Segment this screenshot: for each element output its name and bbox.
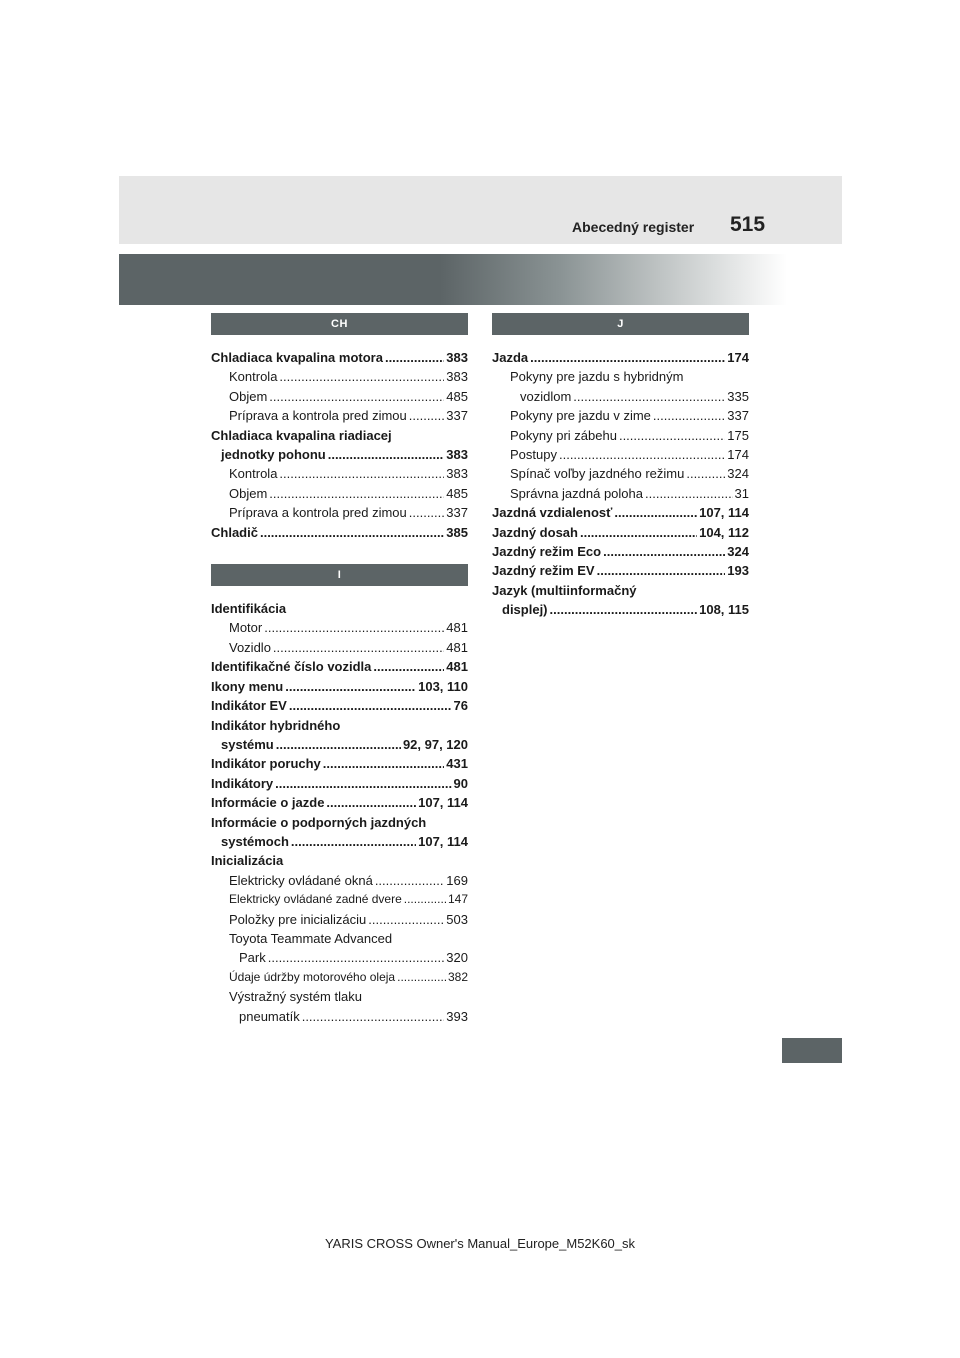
dot-leader [269,387,444,406]
dot-leader [276,735,401,754]
index-subentry [211,948,468,967]
entry-text: Spínač voľby jazdného režimu [510,466,685,482]
entry-text: Informácie o podporných jazdných [211,814,427,830]
index-subentry [211,367,468,386]
section-gap [211,586,468,599]
entry-page-reference: 481 [446,659,468,675]
index-entry [211,735,468,754]
index-entry [211,754,468,773]
entry-page-reference: 108, 115 [699,602,749,618]
index-entry [492,523,749,542]
entry-page-reference: 393 [446,1008,468,1024]
index-subentry [492,406,749,425]
entry-text: Príprava a kontrola pred zimou [229,408,407,424]
entry-text: Pokyny pre jazdu v zime [510,408,651,424]
entry-text: Príprava a kontrola pred zimou [229,505,407,521]
dot-leader [619,426,725,445]
entry-page-reference: 335 [727,388,749,404]
dot-leader [264,618,444,637]
section-letter-header: CH [211,313,468,335]
entry-page-reference: 324 [727,544,749,560]
index-subentry [211,910,468,929]
section-gap [211,335,468,348]
index-subentry [211,929,468,948]
entry-text: pneumatík [239,1008,300,1024]
decorative-gradient-bar [119,254,787,305]
index-subentry [492,445,749,464]
dot-leader [268,948,445,967]
dot-leader [404,890,446,909]
index-entry [492,600,749,619]
entry-text: Chladič [211,524,258,540]
entry-page-reference: 174 [727,447,749,463]
index-subentry [211,638,468,657]
entry-page-reference: 383 [446,350,468,365]
entry-page-reference: 383 [446,466,468,482]
entry-text: Objem [229,388,268,404]
entry-text: Chladiaca kvapalina riadiacej [211,427,392,443]
entry-page-reference: 481 [446,639,468,655]
entry-page-reference: 481 [446,620,468,636]
index-entry [211,599,468,618]
entry-page-reference: 485 [446,388,468,404]
index-subentry [211,968,468,987]
entry-page-reference: 90 [453,775,468,791]
index-subentry [492,484,749,503]
header-title: Abecedný register [572,219,695,235]
index-subentry [211,890,468,909]
dot-leader [653,406,725,425]
entry-text: Identifikačné číslo vozidla [211,659,372,675]
entry-text: Jazdný režim Eco [492,544,602,560]
entry-page-reference: 147 [447,892,468,907]
index-entry [492,503,749,522]
entry-text: Indikátor hybridného [211,717,341,733]
dot-leader [603,542,725,561]
index-entry [211,445,468,464]
entry-text: displej) [502,602,548,618]
entry-page-reference: 107, 114 [699,505,749,521]
dot-leader [614,503,697,522]
dot-leader [273,638,444,657]
entry-page-reference: 337 [446,408,468,424]
entry-text: Toyota Teammate Advanced [229,930,393,946]
dot-leader [580,523,697,542]
section-letter-header: I [211,564,468,586]
dot-leader [328,445,445,464]
dot-leader [559,445,725,464]
entry-page-reference: 485 [446,485,468,501]
dot-leader [289,696,452,715]
entry-text: Ikony menu [211,678,284,694]
entry-page-reference: 169 [446,872,468,888]
entry-page-reference: 103, 110 [418,678,468,694]
entry-page-reference: 175 [727,427,749,443]
index-entry [211,813,468,832]
index-subentry [211,1007,468,1026]
dot-leader [397,968,446,987]
entry-text: vozidlom [520,388,572,404]
entry-page-reference: 383 [446,447,468,463]
dot-leader [645,484,733,503]
dot-leader [385,348,444,367]
dot-leader [260,523,444,542]
index-entry [211,523,468,542]
entry-text: Položky pre inicializáciu [229,911,367,927]
index-entry [211,426,468,445]
entry-text: Jazyk (multiinformačný [492,582,637,598]
dot-leader [375,871,444,890]
entry-text: Chladiaca kvapalina motora [211,350,383,365]
index-entry [211,677,468,696]
entry-page-reference: 76 [453,698,468,714]
entry-page-reference: 324 [727,466,749,482]
dot-leader [326,793,416,812]
dot-leader [409,503,445,522]
entry-text: Pokyny pri zábehu [510,427,617,443]
index-entry [211,657,468,676]
entry-text: Správna jazdná poloha [510,485,643,501]
index-entry [211,774,468,793]
section-gap [211,542,468,564]
entry-text: Jazda [492,350,529,365]
entry-text: Objem [229,485,268,501]
entry-text: Informácie o jazde [211,795,325,811]
dot-leader [279,464,444,483]
index-entry [492,561,749,580]
index-entry [211,793,468,812]
entry-text: Indikátor EV [211,698,287,714]
entry-text: Park [239,950,266,966]
entry-text: Kontrola [229,466,278,482]
entry-text: Elektricky ovládané zadné dvere [229,892,402,907]
index-entry [211,348,468,367]
entry-page-reference: 107, 114 [418,833,468,849]
index-entry [211,832,468,851]
entry-text: Jazdný dosah [492,524,578,540]
dot-leader [275,774,451,793]
index-entry [211,696,468,715]
entry-text: Jazdná vzdialenosť [492,505,613,521]
entry-text: jednotky pohonu [221,447,326,463]
entry-page-reference: 385 [446,524,468,540]
chapter-tab [782,1038,842,1063]
index-subentry [211,484,468,503]
entry-page-reference: 31 [734,485,749,501]
index-subentry [492,464,749,483]
entry-page-reference: 382 [447,969,468,984]
entry-page-reference: 193 [727,563,749,579]
entry-text: Pokyny pre jazdu s hybridným [510,369,684,385]
entry-text: Výstražný systém tlaku [229,989,362,1005]
entry-page-reference: 337 [727,408,749,424]
index-entry [211,716,468,735]
section-gap [492,335,749,348]
entry-text: Údaje údržby motorového oleja [229,969,396,984]
entry-text: Indikátory [211,775,274,791]
index-entry [492,581,749,600]
section-letter-header: J [492,313,749,335]
dot-leader [409,406,445,425]
dot-leader [550,600,698,619]
dot-leader [686,464,725,483]
dot-leader [597,561,726,580]
index-subentry [492,426,749,445]
entry-text: Motor [229,620,263,636]
entry-page-reference: 431 [446,756,468,772]
dot-leader [573,387,725,406]
entry-text: Postupy [510,447,557,463]
entry-text: Elektricky ovládané okná [229,872,373,888]
dot-leader [368,910,444,929]
entry-text: systémoch [221,833,289,849]
dot-leader [530,348,725,367]
index-subentry [211,406,468,425]
entry-text: Vozidlo [229,639,271,655]
entry-text: Inicializácia [211,853,284,869]
footer-text: YARIS CROSS Owner's Manual_Europe_M52K60_sk [324,1236,636,1251]
entry-text: Kontrola [229,369,278,385]
entry-page-reference: 383 [446,369,468,385]
index-subentry [211,503,468,522]
index-entry [492,542,749,561]
entry-page-reference: 320 [446,950,468,966]
index-subentry [211,987,468,1006]
entry-text: systému [221,736,274,752]
entry-text: Identifikácia [211,601,287,617]
index-subentry [211,387,468,406]
dot-leader [285,677,416,696]
index-subentry [492,367,749,386]
entry-text: Jazdný režim EV [492,563,595,579]
dot-leader [302,1007,445,1026]
index-subentry [492,387,749,406]
entry-page-reference: 174 [727,350,749,365]
entry-text: Indikátor poruchy [211,756,321,772]
dot-leader [291,832,416,851]
index-entry [211,851,468,870]
index-subentry [211,618,468,637]
dot-leader [279,367,444,386]
index-column-right [492,313,749,620]
index-column-left [211,313,468,1026]
index-subentry [211,871,468,890]
entry-page-reference: 503 [446,911,468,927]
entry-page-reference: 107, 114 [418,795,468,811]
index-subentry [211,464,468,483]
dot-leader [373,657,444,676]
index-entry [492,348,749,367]
entry-page-reference: 92, 97, 120 [402,736,468,752]
entry-page-reference: 104, 112 [699,524,749,540]
page-number: 515 [730,213,766,236]
dot-leader [323,754,445,773]
entry-page-reference: 337 [446,505,468,521]
dot-leader [269,484,444,503]
